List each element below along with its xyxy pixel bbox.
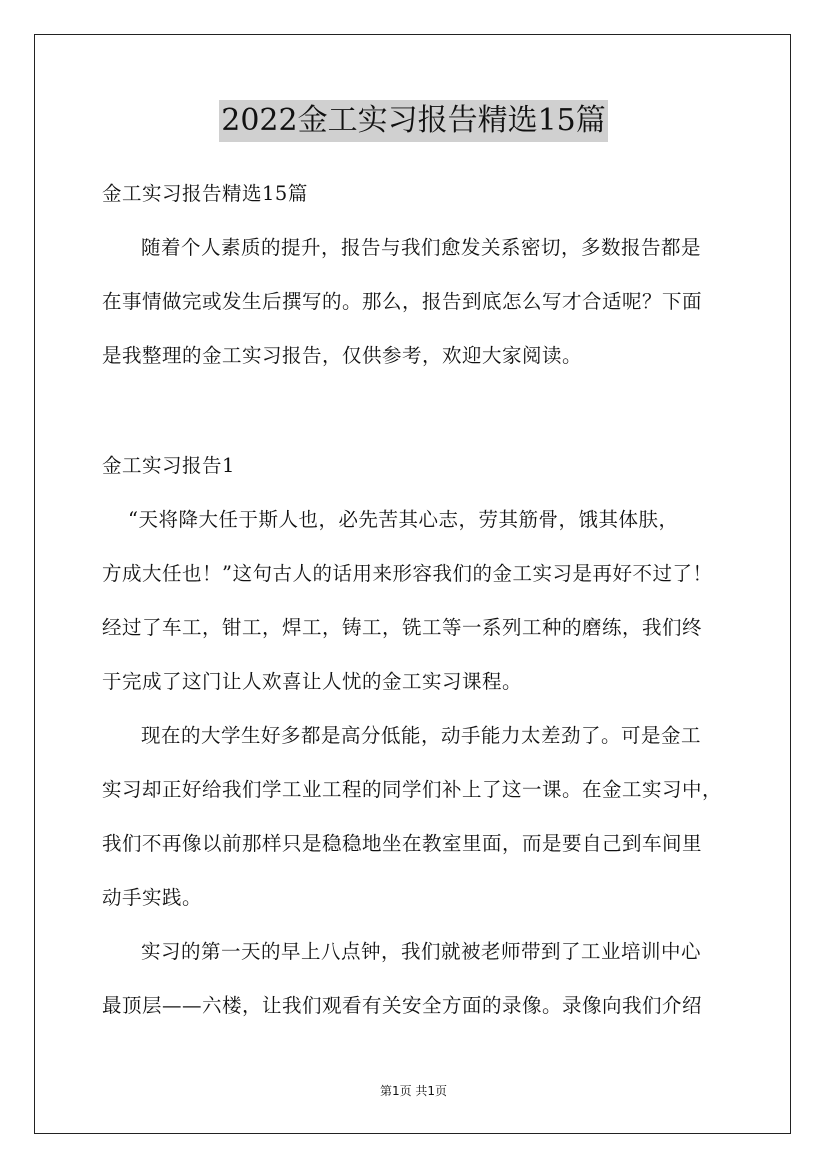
paragraph-line: 现在的大学生好多都是高分低能，动手能力太差劲了。可是金工 [141,724,702,747]
document-title: 2022金工实习报告精选15篇 [219,100,608,142]
paragraph-line: 我们不再像以前那样只是稳稳地坐在教室里面，而是要自己到车间里 [102,832,703,855]
title-wrap [0,100,827,142]
paragraph-line: 于完成了这门让人欢喜让人忧的金工实习课程。 [102,670,523,693]
paragraph-line: 最顶层——六楼，让我们观看有关安全方面的录像。录像向我们介绍 [102,994,703,1017]
paragraph-line: 经过了车工，钳工，焊工，铸工，铣工等一系列工种的磨练，我们终 [102,616,703,639]
section-heading: 金工实习报告1 [102,454,235,477]
paragraph-line: 在事情做完或发生后撰写的。那么，报告到底怎么写才合适呢？下面 [102,290,703,313]
page-footer: 第1页 共1页 [379,1084,448,1098]
paragraph-line: 随着个人素质的提升，报告与我们愈发关系密切，多数报告都是 [141,236,702,259]
subtitle-line: 金工实习报告精选15篇 [102,182,308,205]
paragraph-line: “天将降大任于斯人也，必先苦其心志，劳其筋骨，饿其体肤， [128,508,679,531]
paragraph-line: 方成大任也！”这句古人的话用来形容我们的金工实习是再好不过了！ [102,562,713,585]
paragraph-line: 实习的第一天的早上八点钟，我们就被老师带到了工业培训中心 [141,940,702,963]
paragraph-line: 实习却正好给我们学工业工程的同学们补上了这一课。在金工实习中， [102,778,723,801]
paragraph-line: 是我整理的金工实习报告，仅供参考，欢迎大家阅读。 [102,344,583,367]
paragraph-line: 动手实践。 [102,886,203,909]
